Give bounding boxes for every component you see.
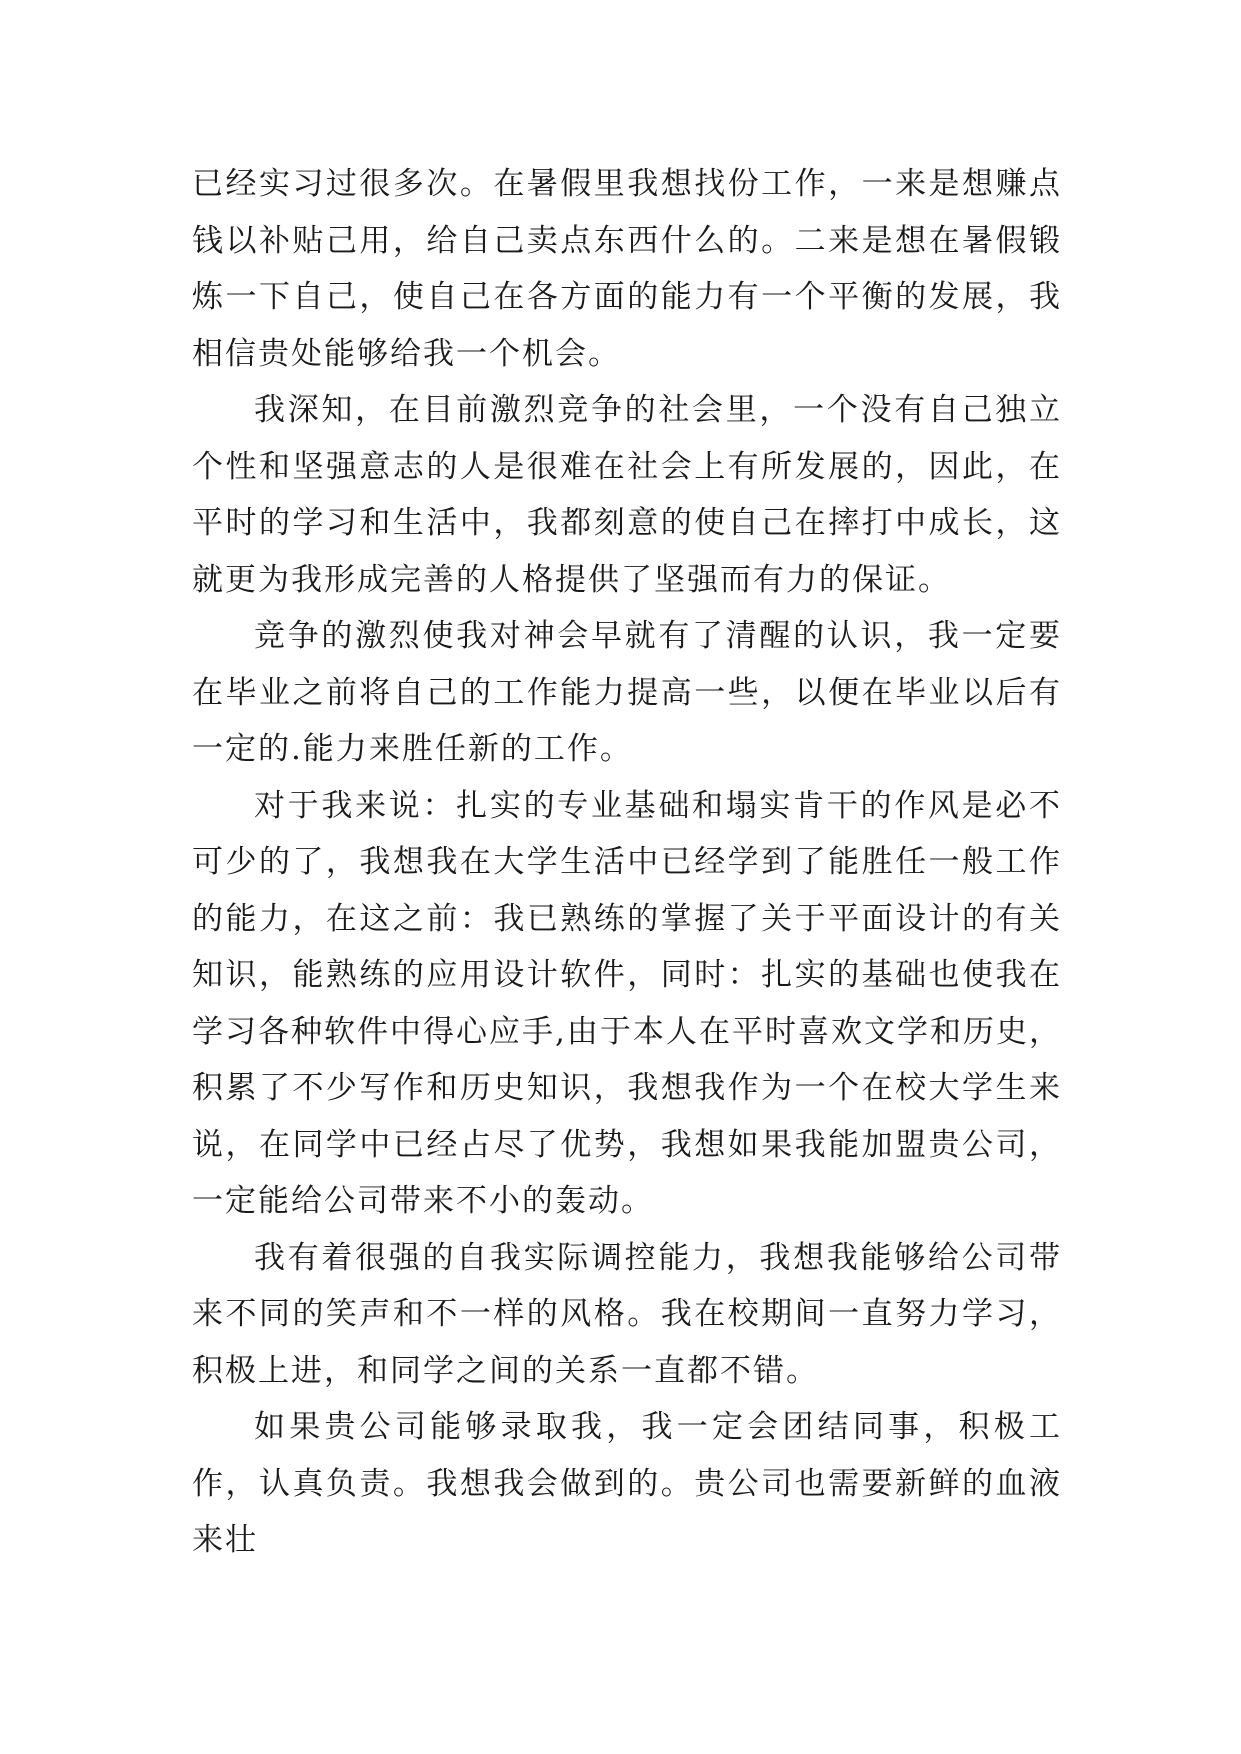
paragraph-skills: 对于我来说：扎实的专业基础和塌实肯干的作风是必不可少的了，我想我在大学生活中已经学到了能胜任一般工作的能力，在这之前：我已熟练的掌握了关于平面设计的有关知识，能熟练的应用设计软件，同时：扎实的基础也使我在学习各种软件中得心应手,由于本人在平时喜欢文学和历史，积累了不少写作和历史知识，我想我作为一个在校大学生来说，在同学中已经占尽了优势，我想如果我能加盟贵公司，一定能给公司带来不小的轰动。 <box>192 787 1062 1219</box>
document-body <box>192 156 1062 1569</box>
paragraph-commitment: 如果贵公司能够录取我，我一定会团结同事，积极工作，认真负责。我想我会做到的。贵公司也需要新鲜的血液来壮 <box>192 1409 1062 1558</box>
paragraph-ability-improvement: 竞争的激烈使我对神会早就有了清醒的认识，我一定要在毕业之前将自己的工作能力提高一些，以便在毕业以后有一定的.能力来胜任新的工作。 <box>192 618 1062 767</box>
paragraph-competition-awareness: 我深知，在目前激烈竞争的社会里，一个没有自己独立个性和坚强意志的人是很难在社会上有所发展的，因此，在平时的学习和生活中，我都刻意的使自己在摔打中成长，这就更为我形成完善的人格提供了坚强而有力的保证。 <box>192 392 1062 598</box>
paragraph-self-control: 我有着很强的自我实际调控能力，我想我能够给公司带来不同的笑声和不一样的风格。我在校期间一直努力学习，积极上进，和同学之间的关系一直都不错。 <box>192 1239 1062 1389</box>
paragraph-continuation: 已经实习过很多次。在暑假里我想找份工作，一来是想赚点钱以补贴己用，给自己卖点东西什么的。二来是想在暑假锻炼一下自己，使自己在各方面的能力有一个平衡的发展，我相信贵处能够给我一个机会。 <box>192 166 1062 372</box>
